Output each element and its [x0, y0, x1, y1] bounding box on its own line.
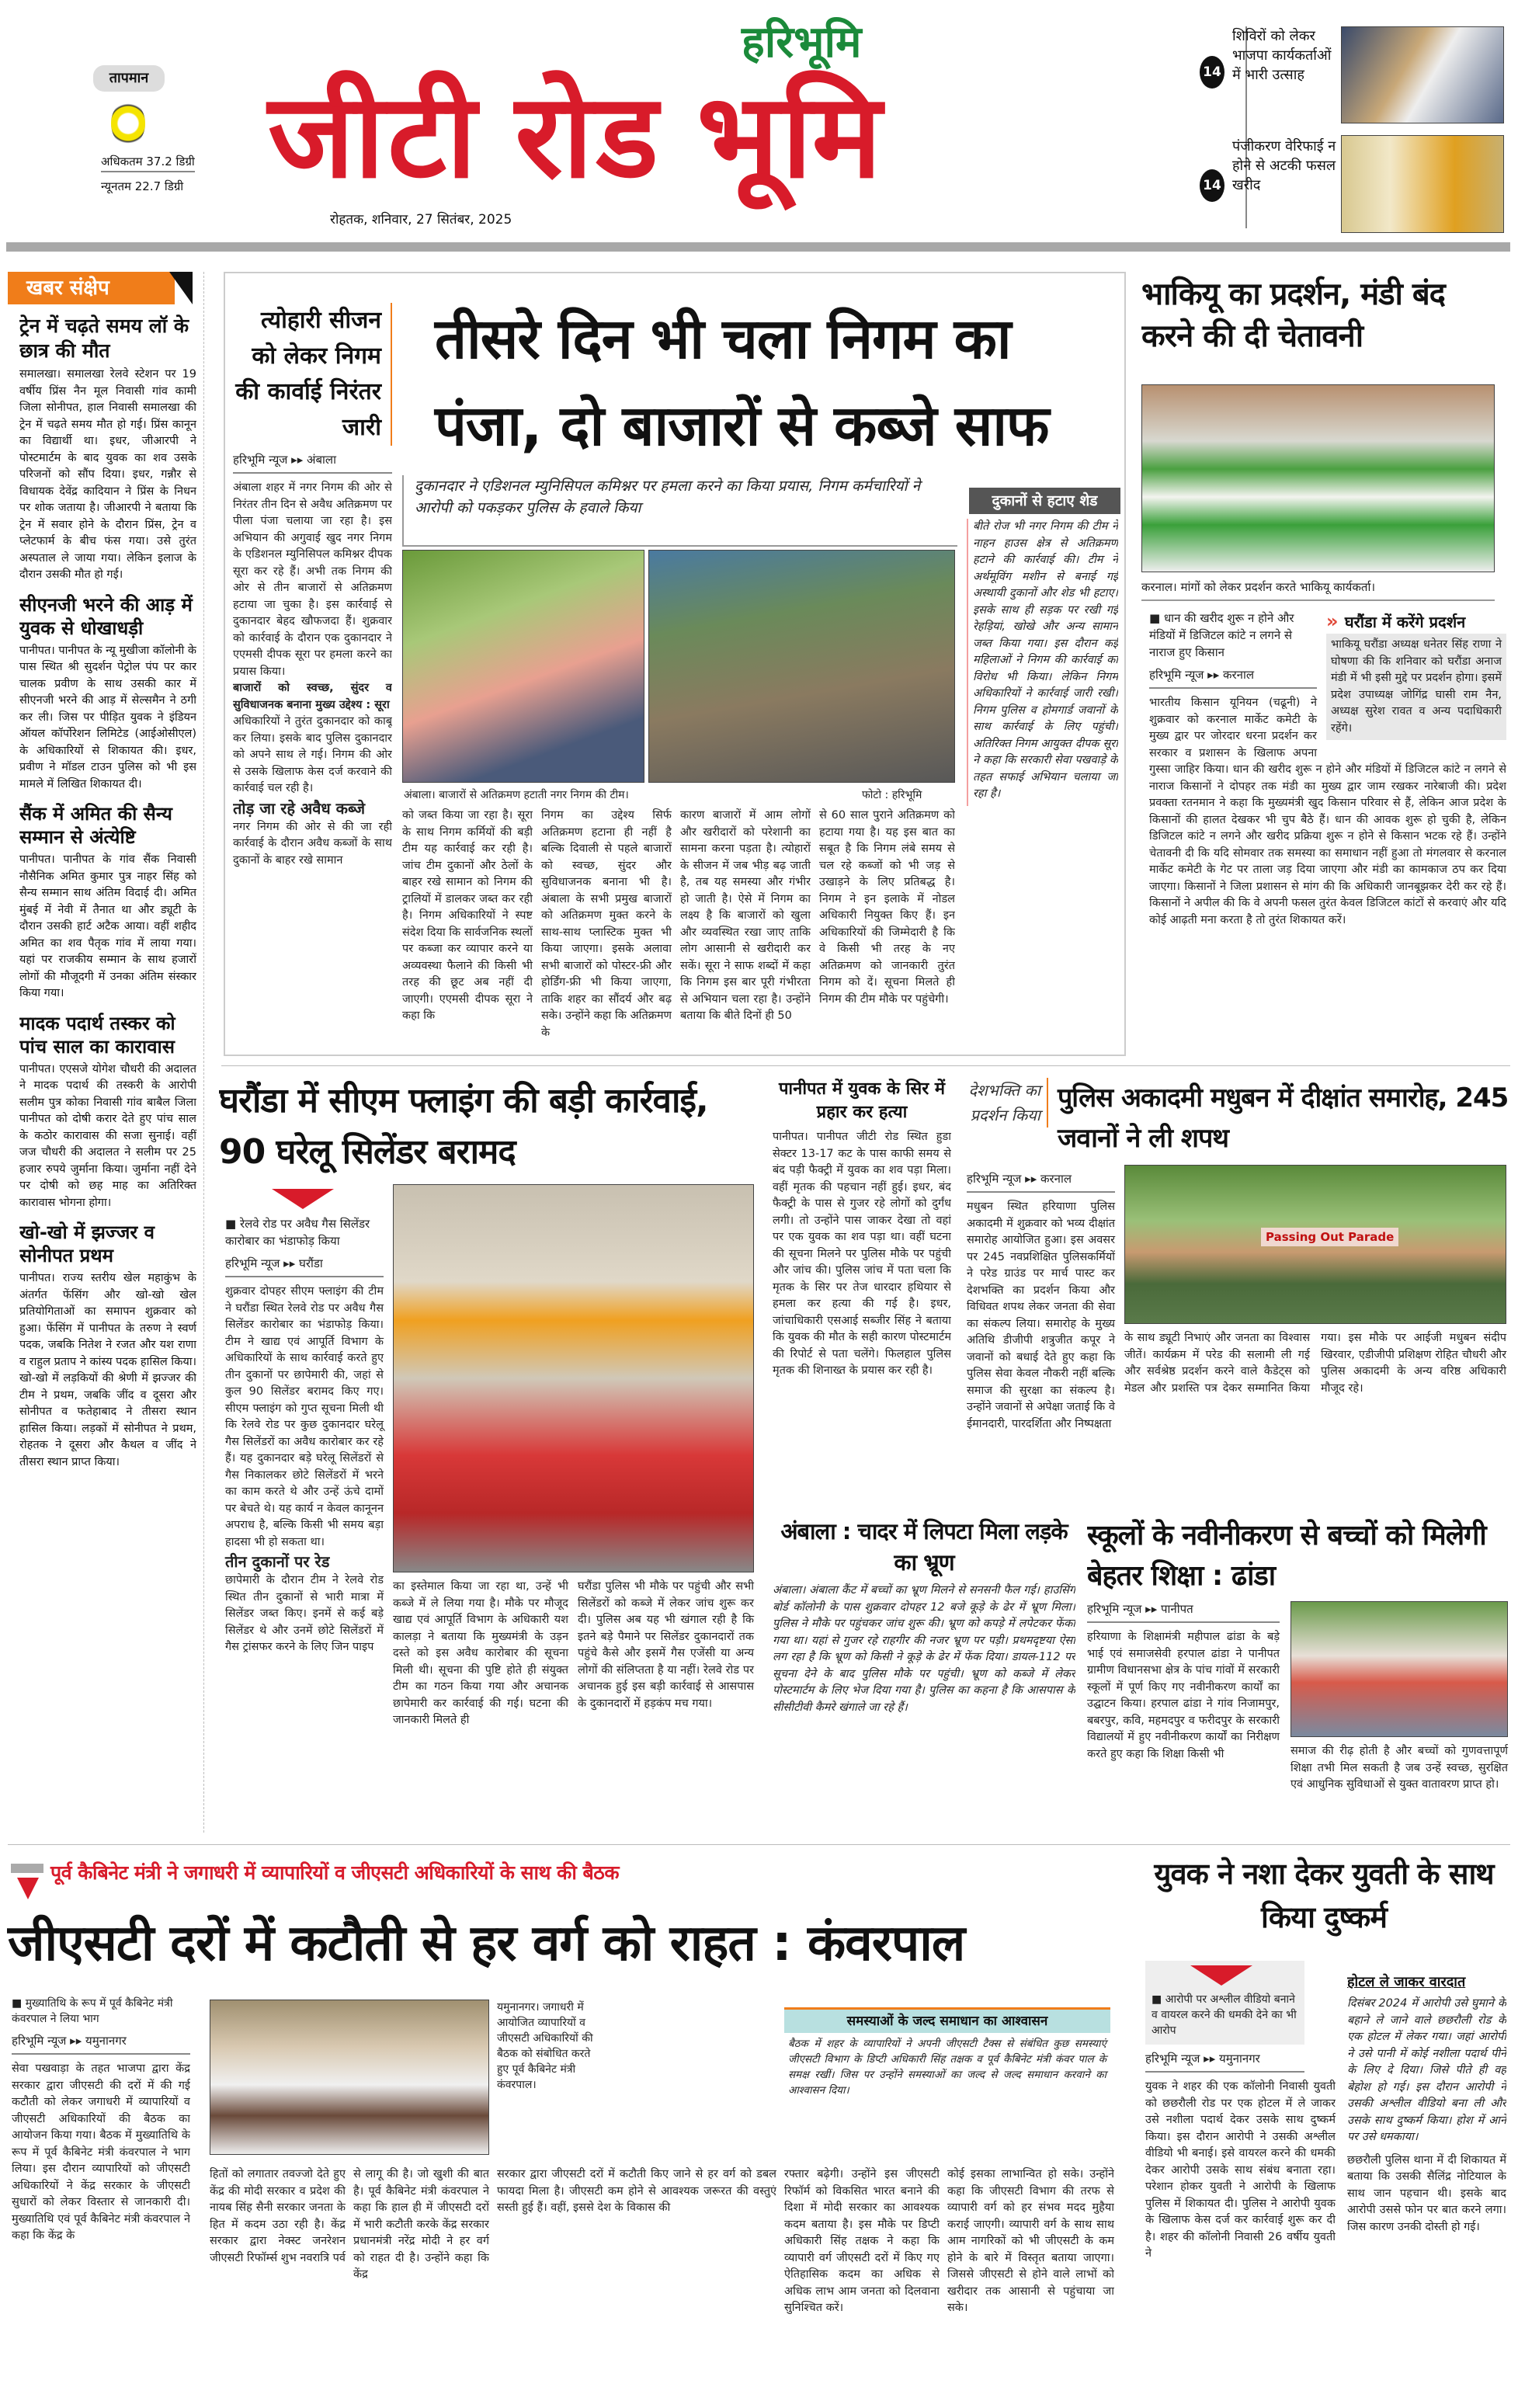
bku-story	[1149, 610, 1506, 1056]
bku-body: भारतीय किसान यूनियन (चढूनी) ने शुक्रवार को करनाल मार्केट कमेटी के मुख्य द्वार पर जोरदार धरना प्रदर्शन कर सरकार व प्रशासन के खिलाफ अपना गुस्सा जाहिर किया। धान की खरीद शुरू न होने और मंडियों में डिजिटल कांटे न लगने से नाराज किसानों ने दोपहर तक मंडी का मुख्य द्वार जाम रखकर नारेबाजी की। प्रदेश प्रवक्ता रतनमान ने कहा कि मुख्यमंत्री खुद किसान परिवार से हैं, लेकिन आज प्रदेश के किसानों की हालत देखकर भी चुप बैठे हैं। धान की आवक शुरू हो चुकी है, लेकिन डिजिटल कांटे न लगने और खरीद प्रक्रिया शुरू न होने से किसान भटक रहे हैं। उन्होंने चेतावनी दी कि यदि सोमवार तक समस्या का समाधान नहीं हुआ तो मंगलवार से करनाल मार्केट कमेटी के गेट पर ताला जड़ दिया जाएगा और मंडी का कामकाज ठप कर दिया जाएगा। किसानों ने जिला प्रशासन से मांग की कि अधिकारी जानबूझकर देरी कर रहे हैं। किसानों ने अपील की कि वे अपनी फसल तुरंत केवल डिजिटल कांटों से करवाएं और यदि कोई आढ़ती मना करता है तो तुरंत शिकायत करें।	[1149, 697, 1506, 926]
dateline: रोहतक, शनिवार, 27 सितंबर, 2025	[330, 212, 512, 228]
paragraph: अंबाला शहर में नगर निगम की ओर से निरंतर तीन दिन से अवैध अतिक्रमण पर पीला पंजा चलाया जा रहा है। इस अभियान की अगुवाई खुद नगर निगम के एडिशनल म्युनिसिपल कमिश्नर दीपक सूरा कर रहे हैं। अभी तक निगम की ओर से तीन बाजारों से अतिक्रमण हटाया जा चुका है। इस कार्रवाई से दुकानदार बेहद खौफजदा हैं। शुक्रवार को कार्रवाई के दौरान एक दुकानदार ने एएमसी दीपक सूरा पर हमला करने का प्रयास किया।	[233, 481, 392, 678]
passing-out-parade-photo	[1124, 1165, 1506, 1324]
lead-photo-caption: अंबाला। बाजारों से अतिक्रमण हटाती नगर निगम की टीम।	[404, 789, 629, 801]
gst-box-title: समस्याओं के जल्द समाधान का आश्वासन	[784, 2007, 1110, 2033]
lead-sidebar-title: दुकानों से हटाए शेड	[969, 488, 1120, 514]
chevron-icon: »	[1326, 610, 1345, 632]
brief-text: पानीपत। राज्य स्तरीय खेल महाकुंभ के अंतर्गत फेंसिंग और खो-खो खेल प्रतियोगिताओं का समापन शुक्रवार को हुआ। फेंसिंग में पानीपत के तरुण ने स्वर्ण पदक, जबकि नितेश ने रजत और यश राणा व राहुल प्रताप ने कांस्य पदक हासिल किया। खो-खो में लड़कियों की श्रेणी में झज्जर की टीम ने प्रथम, जबकि जींद व दूसरा और सोनीपत व फतेहाबाद ने तीसरा स्थान हासिल किया। लड़कों में सोनीपत ने प्रथम, रोहतक ने दूसरा और कैथल व जींद ने तीसरा स्थान प्राप्त किया।	[19, 1272, 196, 1468]
teaser-1[interactable]	[1200, 26, 1510, 129]
min-temperature: न्यूनतम 22.7 डिग्री	[101, 179, 184, 193]
gas-cylinder-photo	[393, 1184, 754, 1572]
lead-photo-2	[648, 550, 955, 783]
fetus-text: अंबाला। अंबाला कैंट में बच्चों का भ्रूण मिलने से सनसनी फैल गई। हाउसिंग बोर्ड कॉलोनी के पास शुक्रवार दोपहर 12 बजे कूड़े के ढेर में भ्रूण मिला। पुलिस ने मौके पर पहुंचकर जांच शुरू की। भ्रूण को कपड़े में लपेटकर फेंका गया था। यहां से गुजर रहे राहगीर की नजर भ्रूण पर पड़ी। प्रथमदृष्टया ऐसा लग रहा है कि भ्रूण को किसी ने कूड़े के ढेर में फेंक दिया। डायल-112 पर सूचना देने के बाद पुलिस मौके पर पहुंची। भ्रूण को कब्जे में लेकर पोस्टमार्टम के लिए भेज दिया गया है। पुलिस का कहना है कि आसपास के सीसीटीवी कैमरे खंगाले जा रहे हैं।	[773, 1584, 1075, 1714]
bku-box-text: भाकियू घरौंडा अध्यक्ष धनेतर सिंह राणा ने घोषणा की कि शनिवार को घरौंडा अनाज मंडी में भी इसी मुद्दे पर प्रदर्शन होगा। इसमें प्रदेश उपाध्यक्ष जोगिंद्र घासी राम नैन, अध्यक्ष सुरेश रावत व अन्य पदाधिकारी रहेंगे।	[1326, 634, 1506, 740]
bullet-text: मुख्यातिथि के रूप में पूर्व कैबिनेट मंत्री कंवरपाल ने लिया भाग	[12, 1997, 173, 2025]
teaser-photo	[1341, 135, 1504, 233]
page-number-badge: 14	[1200, 56, 1224, 89]
brief-item[interactable]	[19, 593, 196, 794]
gst-headline: जीएसटी दरों में कटौती से हर वर्ग को राहत : कंवरपाल	[8, 1915, 965, 1972]
teaser-photo	[1341, 26, 1504, 123]
bku-byline: हरिभूमि न्यूज ▸▸ करनाल	[1149, 667, 1317, 689]
schools-byline: हरिभूमि न्यूज ▸▸ पानीपत	[1087, 1601, 1280, 1623]
assault-column-2: छछरौली पुलिस थाना में दी शिकायत में बताया कि उसकी सैलिंद्र नोटियाल के साथ जान पहचान थी। इसके बाद आरोपी उससे फोन पर बात करने लगा। जिस कारण उनकी दोस्ती हो गई।	[1347, 2153, 1506, 2233]
brief-label-tail	[169, 272, 193, 304]
gst-headline-wrap	[8, 1906, 1118, 1984]
lead-column-5: से 60 साल पुराने अतिक्रमण को हटाया गया है। यह इस बात का सबूत है कि निगम लंबे समय से चल रहे कब्जों को भी जड़ से उखाड़ने के लिए प्रतिबद्ध है। निगम ने इन इलाके में नोडल अधिकारी नियुक्त किए हैं। इन अधिकारियों की जिम्मेदारी है कि वे किसी भी तरह के नए अतिक्रमण को जानकारी तुरंत निगम को दें। सूचना मिलते ही निगम की टीम मौके पर पहुंचेगी।	[819, 809, 955, 1006]
lead-column-1	[233, 480, 392, 869]
bku-box-heading	[1326, 610, 1506, 634]
gharaunda-headline: घरौंडा में सीएम फ्लाइंग की बड़ी कार्रवाई, 90 घरेलू सिलेंडर बरामद	[219, 1081, 708, 1172]
brief-label: खबर संक्षेप	[8, 272, 175, 304]
lead-headline	[435, 295, 1114, 469]
police-headline: पुलिस अकादमी मधुबन में दीक्षांत समारोह, 245 जवानों ने ली शपथ	[1058, 1082, 1509, 1154]
assault-column-1: युवक ने शहर की एक कॉलोनी निवासी युवती को छछरौली रोड पर एक होटल में ले जाकर उसे नशीला पदार्थ देकर उसके साथ दुष्कर्म किया। इस दौरान आरोपी ने उसकी अश्लील वीडियो भी बनाई। इसे वायरल करने की धमकी देकर आरोपी उसके साथ संबंध बनाता रहा। परेशान होकर युवती ने आरोपी के खिलाफ पुलिस में शिकायत दी। पुलिस ने आरोपी युवक के खिलाफ केस दर्ज कर कार्रवाई शुरू कर दी है। शहर की कॉलोनी निवासी 26 वर्षीय युवती ने	[1145, 2080, 1336, 2260]
lead-headline-line2: पंजा, दो बाजारों से कब्जे साफ	[435, 393, 1049, 458]
bullet-text: रेलवे रोड पर अवैध गैस सिलेंडर कारोबार का भंडाफोड़ किया	[225, 1217, 370, 1248]
assault-headline: युवक ने नशा देकर युवती के साथ किया दुष्कर्म	[1154, 1857, 1494, 1934]
gst-column-2: हितों को लगातार तवज्जो देते हुए केंद्र की मोदी सरकार व प्रदेश की नायब सिंह सैनी सरकार जनता के हित में कदम उठा रही है। केंद्र सरकार द्वारा नेक्स्ट जनरेशन जीएसटी रिफॉर्म्स शुभ नवरात्रि पर्व	[210, 2168, 346, 2264]
section-divider	[8, 1844, 1510, 1845]
chevron-down-icon	[272, 1189, 334, 1209]
lead-byline: हरिभूमि न्यूज ▸▸ अंबाला	[233, 452, 392, 474]
panipat-story	[773, 1078, 951, 1513]
page-number-badge: 14	[1200, 169, 1224, 202]
assault-bullet-box	[1145, 1961, 1304, 2045]
bullet-text: आरोपी पर अश्लील वीडियो बनाने व वायरल करने की धमकी देने का भी आरोप	[1152, 1993, 1297, 2037]
masthead-bar	[6, 242, 1510, 252]
police-byline: हरिभूमि न्यूज ▸▸ करनाल	[967, 1171, 1115, 1193]
gharaunda-byline: हरिभूमि न्यूज ▸▸ घरौंडा	[225, 1256, 384, 1277]
section-divider	[221, 1065, 1510, 1066]
gst-marker	[11, 1864, 43, 1873]
brief-item[interactable]	[19, 802, 196, 1002]
bullet-text: धान की खरीद शुरू न होने और मंडियों में डिजिटल कांटे न लगने से नाराज हुए किसान	[1149, 611, 1294, 659]
lead-photo-1	[402, 550, 644, 783]
schools-headline: स्कूलों के नवीनीकरण से बच्चों को मिलेगी बेहतर शिक्षा : ढांडा	[1087, 1520, 1486, 1592]
assault-bullet: ■ आरोपी पर अश्लील वीडियो बनाने व वायरल करने की धमकी देने का भी आरोप	[1152, 1993, 1297, 2037]
lead-column-4: कारण बाजारों में आम लोगों और खरीदारों को परेशानी का सामना करना पड़ता है। त्योहारों के सीजन में जब भीड़ बढ़ जाती है, तब यह समस्या और गंभीर हो जाती है। ऐसे में निगम का लक्ष्य है कि बाजारों को खुला और व्यवस्थित रखा जाए ताकि लोग आसानी से खरीदारी कर सकें। सूरा ने साफ शब्दों में कहा कि निगम इस बार पूरी गंभीरता से अभियान चला रहा है। उन्होंने बताया कि बीते दिनों ही 50	[680, 809, 811, 1022]
bku-box	[1326, 610, 1506, 740]
brief-item[interactable]	[19, 1221, 196, 1471]
assault-byline: हरिभूमि न्यूज ▸▸ यमुनानगर	[1145, 2051, 1304, 2073]
lead-deck: दुकानदार ने एडिशनल म्युनिसिपल कमिश्नर पर हमला करने का किया प्रयास, निगम कर्मचारियों ने आरोपी को पकड़कर पुलिस के हवाले किया	[402, 475, 957, 547]
bku-bullet: ■ धान की खरीद शुरू न होने और मंडियों में डिजिटल कांटे न लगने से नाराज हुए किसान	[1149, 611, 1294, 659]
police-story	[967, 1078, 1510, 1505]
brief-title: खो-खो में झज्जर व सोनीपत प्रथम	[19, 1221, 155, 1267]
assault-side-title: होटल ले जाकर वारदात	[1347, 1974, 1466, 1990]
lead-column-3: निगम का उद्देश्य सिर्फ अतिक्रमण हटाना ही नहीं है बल्कि दिवाली से पहले बाजारों को स्वच्छ, सुंदर और सुविधाजनक बनाना भी है। अंबाला के सभी प्रमुख बाजारों को अतिक्रमण मुक्त करने के साथ-साथ प्लास्टिक मुक्त भी किया जाएगा। इसके अलावा सभी बाजारों को पोस्टर-फ्री और होर्डिंग-फ्री भी किया जाएगा, ताकि शहर का सौंदर्य और बढ़ सके। उन्होंने कहा कि अतिक्रमण के	[541, 809, 672, 1039]
gst-column-5: रफ्तार बढ़ेगी। उन्होंने इस जीएसटी रिफॉर्म को विकसित भारत बनाने की दिशा में मोदी सरकार का आवश्यक कदम बताया है। इस मौके पर डिप्टी अधिकारी सिंह तक्षक ने कहा कि व्यापारी वर्ग जीएसटी दरों में किए गए ऐतिहासिक कदम का अधिक से अधिक लाभ आम जनता को दिलवाना सुनिश्चित करें।	[784, 2168, 940, 2314]
lead-bullet: बाजारों को स्वच्छ, सुंदर व सुविधाजनक बनाना मुख्य उद्देश्य : सूरा	[233, 682, 392, 711]
lead-sidebar-text: बीते रोज भी नगर निगम की टीम ने नाहन हाउस क्षेत्र से अतिक्रमण हटाने की कार्रवाई की। टीम ने अर्थमूविंग मशीन से बनाई गई अस्थायी दुकानों और शेड भी हटाए। इसके साथ ही सड़क पर रखी गई रेहड़ियां, खोखे और अन्य सामान जब्त किया गया। इस दौरान कई महिलाओं ने निगम की कार्रवाई का विरोध भी किया। लेकिन निगम अधिकारियों ने कार्रवाई जारी रखी। निगम पुलिस व होमगार्ड जवानों के साथ कार्रवाई के लिए पहुंची। अतिरिक्त निगम आयुक्त दीपक सूरा ने कहा कि सरकारी सेवा पखवाड़े के तहत सफाई अभियान चलाया जा रहा है।	[967, 519, 1118, 806]
gst-column-6: कोई इसका लाभान्वित हो सके। उन्होंने कहा कि जीएसटी विभाग की तरफ से व्यापारी वर्ग को हर संभव मदद मुहैया कराई जाएगी। व्यापारी वर्ग के साथ साथ आम नागरिकों को भी जीएसटी के कम होने के बारे में विस्तृत बताया जाएगा। जिससे जीएसटी से होने वाले लाभों को खरीदार तक आसानी से पहुंचाया जा सके।	[947, 2168, 1114, 2314]
brief-text: पानीपत। पानीपत के गांव सैंक निवासी नौसैनिक अमित कुमार पुत्र नाहर सिंह को सैन्य सम्मान साथ अंतिम विदाई दी। अमित मुंबई में नेवी में तैनात था और ड्यूटी के दौरान उसकी हार्ट अटैक आया। वहीं शहीद अमित का शव पैतृक गांव में लाया गया। यहां पर राजकीय सम्मान के साथ हजारों लोगों की मौजूदगी में उनका अंतिम संस्कार किया गया।	[19, 853, 196, 999]
lead-column-2: को जब्त किया जा रहा है। सूरा के साथ निगम कर्मियों की बड़ी टीम यह कार्रवाई कर रही है। जांच टीम दुकानों और ठेलों के बाहर रखे सामान को निगम की ट्रालियों में डालकर जब्त कर रही है। निगम अधिकारियों ने स्पष्ट संदेश दिया कि सार्वजनिक स्थलों पर कब्जा कर व्यापार करने या अव्यवस्था फैलाने की किसी भी तरह की छूट अब नहीं दी जाएगी। एएमसी दीपक सूरा ने कहा कि	[402, 809, 533, 1022]
lead-left-column	[233, 303, 392, 1050]
brief-title: ट्रेन में चढ़ते समय लॉ के छात्र की मौत	[19, 314, 189, 362]
assault-left-column	[1145, 1961, 1336, 2403]
lead-photo-credit: फोटो : हरिभूमि	[862, 789, 922, 801]
police-column-1: मधुबन स्थित हरियाणा पुलिस अकादमी में शुक्रवार को भव्य दीक्षांत समारोह आयोजित हुआ। इस अवसर पर 245 नवप्रशिक्षित पुलिसकर्मियों ने परेड ग्राउंड पर मार्च पास्ट कर देशभक्ति का प्रदर्शन किया और विधिवत शपथ लेकर जनता की सेवा का संकल्प लिया। समारोह के मुख्य अतिथि डीजीपी शत्रुजीत कपूर ने जवानों को बधाई देते हुए कहा कि पुलिस सेवा केवल नौकरी नहीं बल्कि समाज की सुरक्षा का संकल्प है। उन्होंने जवानों से अपेक्षा जताई कि वे ईमानदारी, पारदर्शिता और निष्पक्षता	[967, 1201, 1115, 1430]
gst-column-4: सरकार द्वारा जीएसटी दरों में कटौती किए जाने से हर वर्ग को डबल फायदा मिला है। जीएसटी कम होने से आवश्यक जरूरत की वस्तुएं सस्ती हुई हैं। वहीं, इससे देश के विकास की	[497, 2168, 776, 2214]
weather-label: तापमान	[93, 65, 165, 92]
gharaunda-story	[219, 1075, 762, 1836]
teaser-text: शिविरों को लेकर भाजपा कार्यकर्ताओं में भारी उत्साह	[1232, 28, 1332, 83]
brand-logo: हरिभूमि	[742, 17, 862, 68]
subheading: तोड़ जा रहे अवैध कब्जे	[233, 798, 366, 818]
gst-byline: हरिभूमि न्यूज ▸▸ यमुनानगर	[12, 2033, 190, 2055]
parade-banner: Passing Out Parade	[1261, 1228, 1398, 1246]
gharaunda-bullet: ■ रेलवे रोड पर अवैध गैस सिलेंडर कारोबार का भंडाफोड़ किया	[225, 1217, 370, 1248]
brief-title: मादक पदार्थ तस्कर को पांच साल का कारावास	[19, 1012, 175, 1058]
police-kicker: देशभक्ति का प्रदर्शन किया	[967, 1078, 1048, 1128]
brief-title: सीएनजी भरने की आड़ में युवक से धोखाधड़ी	[19, 593, 193, 639]
subheading: तीन दुकानों पर रेड	[225, 1552, 330, 1571]
gst-photo-caption: यमुनानगर। जगाधरी में आयोजित व्यापारियों व जीएसटी अधिकारियों की बैठक को संबोधित करते हुए पूर्व कैबिनेट मंत्री कंवरपाल।	[497, 2001, 593, 2091]
bku-box-title: घरौंडा में करेंगे प्रदर्शन	[1344, 613, 1466, 631]
gst-kicker-wrap	[50, 1860, 1118, 1888]
paragraph: छापेमारी के दौरान टीम ने रेलवे रोड स्थित तीन दुकानों से भारी मात्रा में सिलेंडर जब्त किए। इनमें से कई बड़े सिलेंडर थे और उनमें छोटे सिलेंडरों में गैस ट्रांसफर करने के लिए जिन पाइप	[225, 1574, 384, 1653]
schools-photo	[1290, 1601, 1508, 1737]
brief-text: पानीपत। पानीपत के न्यू मुखीजा कॉलोनी के पास स्थित श्री सुदर्शन पेट्रोल पंप पर कार चालक प्रवीण के साथ उसकी कार में सीएनजी भरने की आड़ में सेल्समैन ने ठगी कर ली। जिस पर पीड़ित युवक ने इंडियन ऑयल कॉर्पोरेशन लिमिटेड (आईओसीएल) के अधिकारियों से शिकायत की। इधर, प्रवीण ने मॉडल टाउन पुलिस को भी इस मामले में लिखित शिकायत दी।	[19, 644, 196, 791]
paragraph: नगर निगम की ओर से की जा रही कार्रवाई के दौरान अवैध कब्जों के साथ दुकानों के बाहर रखे सामान	[233, 820, 392, 867]
teaser-text: पंजीकरण वेरिफाई न होने से अटकी फसल खरीद	[1232, 138, 1336, 193]
gst-column-1: सेवा पखवाड़ा के तहत भाजपा द्वारा केंद्र सरकार द्वारा जीएसटी की दरों में की गई कटौती को लेकर जगाधरी में व्यापारियों व जीएसटी अधिकारियों की बैठक का आयोजन किया गया। बैठक में मुख्यातिथि के रूप में पूर्व कैबिनेट मंत्री कंवरपाल ने भाग लिया। इस दौरान व्यापारियों को जीएसटी अधिकारियों ने केंद्र सरकार के जीएसटी सुधारों को लेकर विस्तार से जानकारी दी। मुख्यातिथि एवं पूर्व कैबिनेट मंत्री कंवरपाल ने कहा कि केंद्र के	[12, 2062, 190, 2242]
column-divider	[203, 272, 204, 1833]
sun-icon	[111, 101, 145, 146]
gst-column-3: से लागू की है। जो खुशी की बात है। पूर्व कैबिनेट मंत्री कंवरपाल ने कहा कि हाल ही में जीएसटी दरों में भारी कटौती करके केंद्र सरकार प्रधानमंत्री नरेंद्र मोदी ने हर वर्ग को राहत दी है। उन्होंने कहा कि केंद्र	[353, 2168, 489, 2281]
gharaunda-column-2: का इस्तेमाल किया जा रहा था, उन्हें भी कब्जे में ले लिया गया है। मौके पर मौजूद खाद्य एवं आपूर्ति विभाग के अधिकारी यश कालड़ा ने बताया कि मुख्यमंत्री के उड़न दस्ते को इस अवैध कारोबार की सूचना मिली थी। सूचना की पुष्टि होते ही संयुक्त टीम का गठन किया गया और अचानक छापेमारी कर कार्रवाई की गई। घटना की जानकारी मिलते ही	[393, 1580, 568, 1726]
max-temperature: अधिकतम 37.2 डिग्री	[101, 154, 195, 172]
news-brief-list	[19, 314, 196, 1836]
paragraph: शुक्रवार दोपहर सीएम फ्लाइंग की टीम ने घरौंडा स्थित रेलवे रोड पर अवैध गैस सिलेंडर कारोबार का भंडाफोड़ किया। टीम ने खाद्य एवं आपूर्ति विभाग के अधिकारियों के साथ कार्रवाई करते हुए तीन दुकानों पर छापेमारी की, जहां से कुल 90 सिलेंडर बरामद किए गए। सीएम फ्लाइंग को गुप्त सूचना मिली थी कि रेलवे रोड पर कुछ दुकानदार घरेलू गैस सिलेंडरों का अवैध कारोबार कर रहे हैं। यह दुकानदार बड़े घरेलू सिलेंडरों से गैस निकालकर छोटे सिलेंडरों में भरने का काम करते थे और उन्हें ऊंचे दामों पर बेचते थे। यह कार्य न केवल कानूनन अपराध है, बल्कि किसी भी समय बड़ा हादसा भी हो सकता था।	[225, 1285, 384, 1548]
fetus-headline: अंबाला : चादर में लिपटा मिला लड़के का भ्रूण	[780, 1518, 1068, 1576]
brief-title: सैंक में अमित की सैन्य सम्मान से अंत्येष्टि	[19, 803, 172, 848]
gst-box-text: बैठक में शहर के व्यापारियों ने अपनी जीएसटी टैक्स से संबंधित कुछ समस्याएं जीएसटी विभाग के डिप्टी अधिकारी सिंह तक्षक व पूर्व कैबिनेट मंत्री कंवर पाल के समक्ष रखीं। जिस पर उन्होंने समस्याओं का जल्द से जल्द समाधान करवाने का आश्वासन दिया।	[788, 2038, 1106, 2097]
gst-box	[784, 2007, 1110, 2161]
schools-story	[1087, 1516, 1510, 1834]
schools-column-1: हरियाणा के शिक्षामंत्री महीपाल ढांडा के बड़े भाई एवं समाजसेवी हरपाल ढांडा ने पानीपत ग्रामीण विधानसभा क्षेत्र के पांच गांवों में सरकारी स्कूलों में पूर्ण किए गए नवीनीकरण कार्यों का उद्घाटन किया। हरपाल ढांडा ने गांव निजामपुर, बबरपुर, कवि, महमदपुर व फरीदपुर के सरकारी विद्यालयों में हुए नवीनीकरण कार्यों का निरीक्षण करते हुए कहा कि शिक्षा किसी भी	[1087, 1631, 1280, 1760]
gst-kicker: पूर्व कैबिनेट मंत्री ने जगाधरी में व्यापारियों व जीएसटी अधिकारियों के साथ की बैठक	[50, 1861, 620, 1884]
chevron-down-icon	[17, 1878, 39, 1899]
fetus-story	[773, 1516, 1075, 1834]
brief-item[interactable]	[19, 314, 196, 584]
assault-right-column	[1347, 1972, 1506, 2403]
newspaper-title: जीटी रोड भूमि	[268, 71, 885, 201]
assault-side-text: दिसंबर 2024 में आरोपी उसे घुमाने के बहाने ले जाने वाले छछरौली रोड के एक होटल में लेकर गया। जहां आरोपी ने उसे पानी में कोई नशीला पदार्थ पीने के लिए दे दिया। जिसे पीते ही वह बेहोश हो गई। इस दौरान आरोपी ने उसकी अश्लील वीडियो बना ली और उसके साथ दुष्कर्म किया। होश में आने पर उसे धमकाया।	[1347, 1997, 1506, 2143]
gst-meeting-photo	[210, 2000, 489, 2155]
schools-column-2: समाज की रीढ़ होती है और बच्चों को गुणवत्तापूर्ण शिक्षा तभी मिल सकती है जब उन्हें स्वच्छ, सुरक्षित एवं आधुनिक सुविधाओं से युक्त वातावरण प्राप्त हो।	[1290, 1745, 1508, 1791]
panipat-headline: पानीपत में युवक के सिर में प्रहार कर हत्या	[778, 1079, 946, 1122]
lead-kicker: त्योहारी सीजन को लेकर निगम की कार्वाई निरंतर जारी	[233, 303, 392, 446]
chevron-down-icon	[1190, 1965, 1252, 1986]
paragraph: अधिकारियों ने तुरंत दुकानदार को काबू कर लिया। इसके बाद पुलिस दुकानदार को अपने साथ ले गई। निगम की ओर से उसके खिलाफ केस दर्ज करवाने की कार्रवाई चल रही है।	[233, 715, 392, 794]
brief-text: पानीपत। एएसजे योगेश चौधरी की अदालत ने मादक पदार्थ की तस्करी के आरोपी सलीम पुत्र कोका निवासी गांव बाबैल जिला पानीपत को दोषी करार देते हुए पांच साल के कठोर कारावास की सजा सुनाई। वहीं जज चौधरी की अदालत ने सलीम पर 25 हजार रुपये जुर्माना किया। जुर्माना नहीं देने पर दोषी को छह माह का अतिरिक्त कारावास भोगना होगा।	[19, 1062, 196, 1209]
brief-item[interactable]	[19, 1012, 196, 1212]
gst-left-column	[12, 1996, 190, 2403]
bku-protest-photo	[1141, 384, 1495, 572]
teaser-2[interactable]	[1200, 134, 1510, 235]
police-column-2: के साथ ड्यूटी निभाएं और जनता का विश्वास जीतें। कार्यक्रम में परेड की सलामी ली गई और सर्वश्रेष्ठ प्रदर्शन करने वाले कैडेट्स को मेडल और प्रशस्ति पत्र देकर सम्मानित किया गया। इस मौके पर आईजी मधुबन संदीप खिरवार, एडीजीपी प्रशिक्षण रोहित चौधरी और पुलिस अकादमी के अन्य वरिष्ठ अधिकारी मौजूद रहे।	[1124, 1332, 1506, 1395]
newspaper-title-wrap	[268, 70, 1192, 203]
gharaunda-column-3: घरौंडा पुलिस भी मौके पर पहुंची और सभी सिलेंडरों को कब्जे में लेकर जांच शुरू कर दी। पुलिस अब यह भी खंगाल रही है कि इतने बड़े पैमाने पर सिलेंडर दुकानदारों तक पहुंचे कैसे और इसमें गैस एजेंसी या अन्य लोगों की संलिप्तता है या नहीं। रेलवे रोड पर अचानक हुई इस बड़ी कार्रवाई से आसपास के दुकानदारों में हड़कंप मच गया।	[578, 1580, 754, 1710]
brief-text: समालखा। समालखा रेलवे स्टेशन पर 19 वर्षीय प्रिंस नैन मूल निवासी गांव कामी जिला सोनीपत, हाल निवासी समालखा की ट्रेन में चढ़ते समय मौत हो गई। प्रिंस कानून का विद्यार्थी था। इधर, जीआरपी ने पोस्टमार्टम के बाद युवक का शव उसके परिजनों को सौंप दिया। इधर, गन्नौर से विधायक देवेंद्र कादियान ने प्रिंस के निधन पर शोक जताया है। जीआरपी ने बताया कि ट्रेन में सवार होने के दौरान प्रिंस, ट्रेन व प्लेटफार्म के बीच फंस गया। उसे तुरंत अस्पताल ले जाया गया। लेकिन इलाज के दौरान उसकी मौत हो गई।	[19, 368, 196, 581]
gharaunda-column-1	[225, 1284, 384, 1656]
bku-photo-caption: करनाल। मांगों को लेकर प्रदर्शन करते भाकियू कार्यकर्ता।	[1141, 579, 1495, 601]
panipat-text: पानीपत। पानीपत जीटी रोड स्थित हुडा सेक्टर 13-17 कट के पास काफी समय से बंद पड़ी फैक्ट्री में युवक का शव पड़ा मिला। वहीं मृतक की पहचान नहीं हुई। इधर, बंद फैक्ट्री के पास से गुजर रहे लोगों को दुर्गंध लगी। तो उन्होंने पास जाकर देखा तो वहां पर एक युवक का शव पड़ा था। वहीं घटना की सूचना मिलने पर पुलिस मौके पर पहुंची और जांच की। पुलिस जांच में पता चला कि मृतक के सिर पर तेज धारदार हथियार से हमला कर हत्या की गई है। इधर, जांचाधिकारी एसआई सब्जीर सिंह ने बताया कि युवक की मौत के सही कारण पोस्टमार्टम की रिपोर्ट से पता चलेंगे। फिलहाल पुलिस मृतक की शिनाख्त के प्रयास कर रही है।	[773, 1131, 951, 1377]
lead-headline-line1: तीसरे दिन भी चला निगम का	[435, 306, 1011, 371]
bku-headline: भाकियू का प्रदर्शन, मंडी बंद करने की दी चेतावनी	[1141, 276, 1445, 354]
gst-bullet: ■ मुख्यातिथि के रूप में पूर्व कैबिनेट मंत्री कंवरपाल ने लिया भाग	[12, 1997, 173, 2025]
